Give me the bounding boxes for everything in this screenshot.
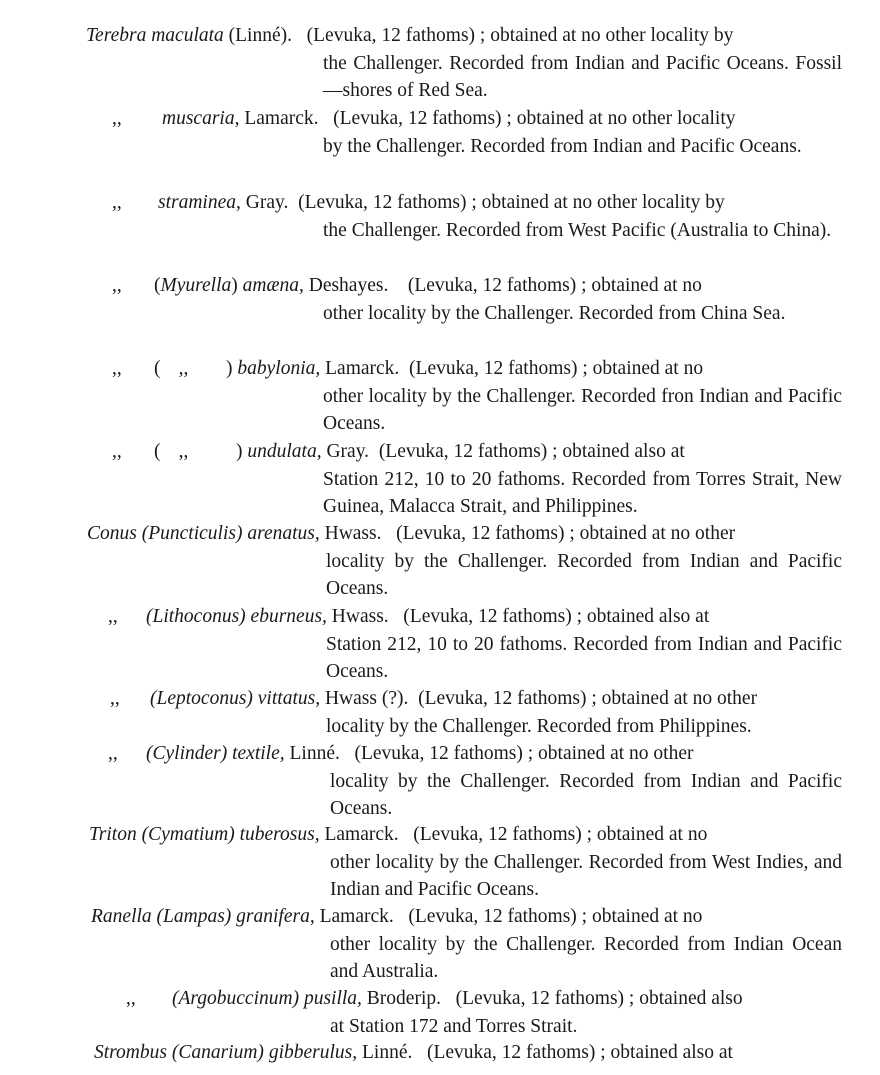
- entry-first-line: [108, 740, 842, 768]
- species-name: textile,: [232, 743, 285, 764]
- species-name: vittatus,: [257, 688, 321, 709]
- species-entry: [91, 903, 842, 986]
- entry-note-start: (Levuka, 12 fathoms) ; obtained at no: [407, 275, 702, 296]
- entry-first-line: [89, 821, 842, 849]
- paren-close: ): [226, 358, 233, 379]
- author-name: Hwass (?).: [324, 688, 409, 709]
- species-name: babylonia,: [237, 358, 321, 379]
- species-entry: [112, 105, 842, 160]
- subgenus-name: (Canarium): [171, 1042, 264, 1063]
- author-name: Hwass.: [331, 606, 389, 627]
- entry-first-line: [86, 22, 842, 50]
- subgenus-name: (: [154, 275, 161, 296]
- entry-note-continuation: the Challenger. Recorded from Indian and Pacific Oceans. Fossil—shores of Red Sea.: [323, 52, 842, 101]
- entry-note-start: (Levuka, 12 fathoms) ; obtained at no: [409, 358, 704, 379]
- genus-name: Ranella: [91, 906, 152, 927]
- author-name: Linné.: [361, 1042, 413, 1063]
- species-entry: [112, 272, 842, 327]
- inner-ditto-mark: ,,: [178, 358, 189, 379]
- entry-first-line: [112, 355, 842, 383]
- entry-note-continuation: locality by the Challenger. Recorded from Indian and Pacific Oceans.: [326, 550, 842, 599]
- species-entry: [126, 985, 842, 1040]
- paren-open: (: [154, 358, 161, 379]
- species-name: straminea,: [158, 192, 241, 213]
- entry-first-line: [87, 520, 842, 548]
- species-name: granifera,: [236, 906, 315, 927]
- entry-note-continuation: Station 212, 10 to 20 fathoms. Recorded from Torres Strait, New Guinea, Malacca Strait, and Philippines.: [323, 468, 842, 517]
- species-name: pusilla,: [303, 988, 362, 1009]
- author-name: Hwass.: [324, 523, 382, 544]
- subgenus-name: (Argobuccinum): [172, 988, 300, 1009]
- ditto-mark: ,,: [108, 743, 118, 764]
- entry-note-continuation: other locality by the Challenger. Recorded from Indian Ocean and Australia.: [330, 933, 842, 982]
- entry-note-start: (Levuka, 12 fathoms) ; obtained also at: [403, 606, 710, 627]
- entry-note-start: (Levuka, 12 fathoms) ; obtained at no other: [354, 743, 694, 764]
- species-entry: [110, 685, 842, 740]
- entry-note-continuation: locality by the Challenger. Recorded from Philippines.: [326, 715, 752, 737]
- entry-first-line: [112, 438, 842, 466]
- entry-note-continuation: locality by the Challenger. Recorded from Indian and Pacific Oceans.: [330, 770, 842, 819]
- entry-note-start: (Levuka, 12 fathoms) ; obtained at no: [413, 824, 708, 845]
- entry-first-line: [112, 189, 842, 217]
- entry-note-start: (Levuka, 12 fathoms) ; obtained at no: [408, 906, 703, 927]
- entry-note-continuation: at Station 172 and Torres Strait.: [330, 1015, 578, 1037]
- subgenus-name: (Lithoconus): [146, 606, 246, 627]
- ditto-mark: ,,: [126, 988, 136, 1009]
- entry-note-continuation: Station 212, 10 to 20 fathoms. Recorded from Indian and Pacific Oceans.: [326, 633, 842, 682]
- ditto-mark: ,,: [110, 688, 120, 709]
- author-name: Lamarck.: [325, 358, 400, 379]
- species-name: amæna,: [242, 275, 304, 296]
- ditto-mark: ,,: [112, 441, 122, 462]
- paren-close: ): [236, 441, 243, 462]
- paren-open: (: [154, 441, 161, 462]
- entry-note-continuation: other locality by the Challenger. Recorded from West Indies, and Indian and Pacific Oceans.: [330, 851, 842, 900]
- entry-first-line: [108, 603, 842, 631]
- entry-note-start: (Levuka, 12 fathoms) ; obtained also at: [378, 441, 685, 462]
- entry-note-continuation: the Challenger. Recorded from West Pacific (Australia to China).: [323, 219, 832, 241]
- entry-first-line: [110, 685, 842, 713]
- entry-note-start: (Levuka, 12 fathoms) ; obtained at no other locality by: [306, 25, 734, 46]
- entry-note-start: (Levuka, 12 fathoms) ; obtained at no other: [396, 523, 736, 544]
- species-entry: [87, 520, 842, 603]
- author-name: Gray.: [326, 441, 370, 462]
- subgenus-name: (Cymatium): [141, 824, 235, 845]
- subgenus-name: (Lampas): [156, 906, 232, 927]
- entry-note-start: (Levuka, 12 fathoms) ; obtained at no other: [418, 688, 758, 709]
- ditto-mark: ,,: [112, 192, 122, 213]
- ditto-mark: ,,: [112, 358, 122, 379]
- species-name: undulata,: [247, 441, 322, 462]
- species-name: tuberosus,: [239, 824, 320, 845]
- author-name: Deshayes.: [308, 275, 389, 296]
- species-name: muscaria,: [162, 108, 240, 129]
- subgenus-name: (Leptoconus): [150, 688, 253, 709]
- author-name: Linné.: [289, 743, 340, 764]
- species-entry: [89, 821, 842, 904]
- species-entry: [112, 355, 842, 438]
- entry-first-line: [126, 985, 842, 1013]
- author-name: Gray.: [245, 192, 289, 213]
- inner-ditto-mark: ,,: [178, 441, 189, 462]
- entry-first-line: [112, 105, 842, 133]
- entry-note-start: (Levuka, 12 fathoms) ; obtained also at: [426, 1042, 733, 1063]
- species-name: arenatus,: [247, 523, 320, 544]
- ditto-mark: ,,: [108, 606, 118, 627]
- genus-name: Strombus: [94, 1042, 167, 1063]
- genus-name: Terebra: [86, 25, 147, 46]
- author-name: (Linné).: [228, 25, 293, 46]
- species-name: gibberulus,: [268, 1042, 358, 1063]
- author-name: Broderip.: [366, 988, 441, 1009]
- species-entry: [94, 1039, 842, 1067]
- genus-name: Conus: [87, 523, 137, 544]
- entry-first-line: ,, (Myurella) amæna, Deshayes. (Levuka, 12 fathoms) ; obtained at no: [112, 272, 842, 300]
- species-entry: [108, 603, 842, 686]
- species-entry: [108, 740, 842, 823]
- species-entry: [86, 22, 842, 105]
- ditto-mark: ,,: [112, 275, 122, 296]
- ditto-mark: ,,: [112, 108, 122, 129]
- entry-note-start: (Levuka, 12 fathoms) ; obtained at no other locality: [333, 108, 736, 129]
- genus-name: Triton: [89, 824, 137, 845]
- subgenus-name: (Cylinder): [146, 743, 228, 764]
- entry-note-continuation: other locality by the Challenger. Recorded from China Sea.: [323, 302, 786, 324]
- entry-first-line: [91, 903, 842, 931]
- entry-first-line: [94, 1039, 842, 1067]
- entry-note-continuation: by the Challenger. Recorded from Indian and Pacific Oceans.: [323, 135, 802, 157]
- author-name: Lamarck.: [244, 108, 319, 129]
- entry-note-start: (Levuka, 12 fathoms) ; obtained also: [455, 988, 743, 1009]
- species-entry: [112, 189, 842, 244]
- species-entry: [112, 438, 842, 521]
- author-name: Lamarck.: [324, 824, 399, 845]
- author-name: Lamarck.: [319, 906, 394, 927]
- species-name: eburneus,: [250, 606, 327, 627]
- entry-note-start: (Levuka, 12 fathoms) ; obtained at no other locality by: [298, 192, 725, 213]
- species-name: maculata: [151, 25, 224, 46]
- subgenus-name: (Puncticulis): [141, 523, 243, 544]
- entry-note-continuation: other locality by the Challenger. Recorded fron Indian and Pacific Oceans.: [323, 385, 842, 434]
